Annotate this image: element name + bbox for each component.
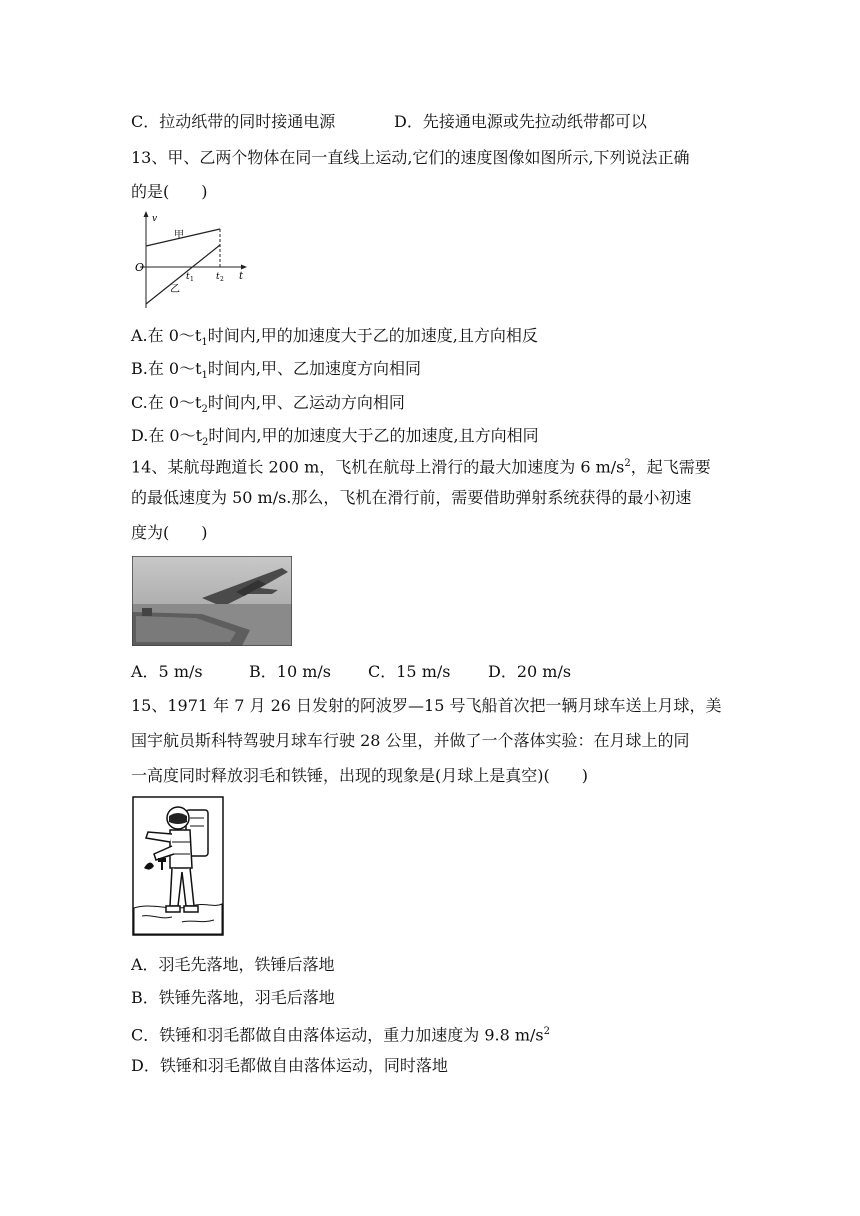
q15-stem-line2: 国宇航员斯科特驾驶月球车行驶 28 公里，并做了一个落体实验：在月球上的同 [131,731,690,750]
q13-stem-line1: 13、甲、乙两个物体在同一直线上运动,它们的速度图像如图所示,下列说法正确 [131,148,690,167]
q15-stem-line3: 一高度同时释放羽毛和铁锤，出现的现象是(月球上是真空)( ) [131,766,588,785]
q13-option-c: C.在 $0\sim t_2$时间内,甲、乙运动方向相同 [131,393,405,416]
t2-label: t [216,272,220,282]
q15-stem-line1: 15、1971 年 7 月 26 日发射的阿波罗—15 号飞船首次把一辆月球车送上月球，美 [131,696,722,715]
q14-stem-line3: 度为( ) [131,523,208,542]
q14-option-d: D．20 m/s [488,662,572,681]
yi-label: 乙 [170,284,180,295]
t1-label: t [186,272,190,282]
q15-option-c: C．铁锤和羽毛都做自由落体运动，重力加速度为 9.8 $m/s^2$ [131,1025,551,1045]
yi-line [146,245,220,304]
q14-option-b: B．10 m/s [249,662,331,681]
q14-stem-line1: 14、某航母跑道长 200 m，飞机在航母上滑行的最大加速度为 6 $m/s^2$，起飞需要 [131,457,711,477]
aircraft-carrier-photo [132,556,292,646]
q13-option-a: A.在 $0\sim t_1$时间内,甲的加速度大于乙的加速度,且方向相反 [131,326,538,349]
q13-velocity-time-graph [132,208,252,310]
astronaut-illustration [132,796,224,936]
origin-label: O [135,261,145,274]
q15-option-d: D．铁锤和羽毛都做自由落体运动，同时落地 [131,1056,448,1075]
t1-sub: 1 [190,276,194,283]
q13-option-b: B.在 $0\sim t_1$时间内,甲、乙加速度方向相同 [131,359,422,382]
q13-option-d: D.在 $0\sim t_2$时间内,甲的加速度大于乙的加速度,且方向相同 [131,426,539,449]
q15-option-a: A．羽毛先落地，铁锤后落地 [131,955,335,974]
q14-option-c: C．15 m/s [368,662,451,681]
t2-sub: 2 [220,276,224,283]
axis-t-label: t [239,271,244,282]
axis-v-label: v [152,214,158,224]
q12-option-c: C．拉动纸带的同时接通电源 [131,112,336,131]
q14-option-a: A．5 m/s [131,662,203,681]
q15-option-b: B．铁锤先落地，羽毛后落地 [131,988,335,1007]
q14-stem-line2: 的最低速度为 50 m/s.那么，飞机在滑行前，需要借助弹射系统获得的最小初速 [131,488,692,507]
jia-label: 甲 [174,230,184,241]
q13-stem-line2: 的是( ) [131,182,208,201]
q12-option-d: D．先接通电源或先拉动纸带都可以 [394,112,647,131]
